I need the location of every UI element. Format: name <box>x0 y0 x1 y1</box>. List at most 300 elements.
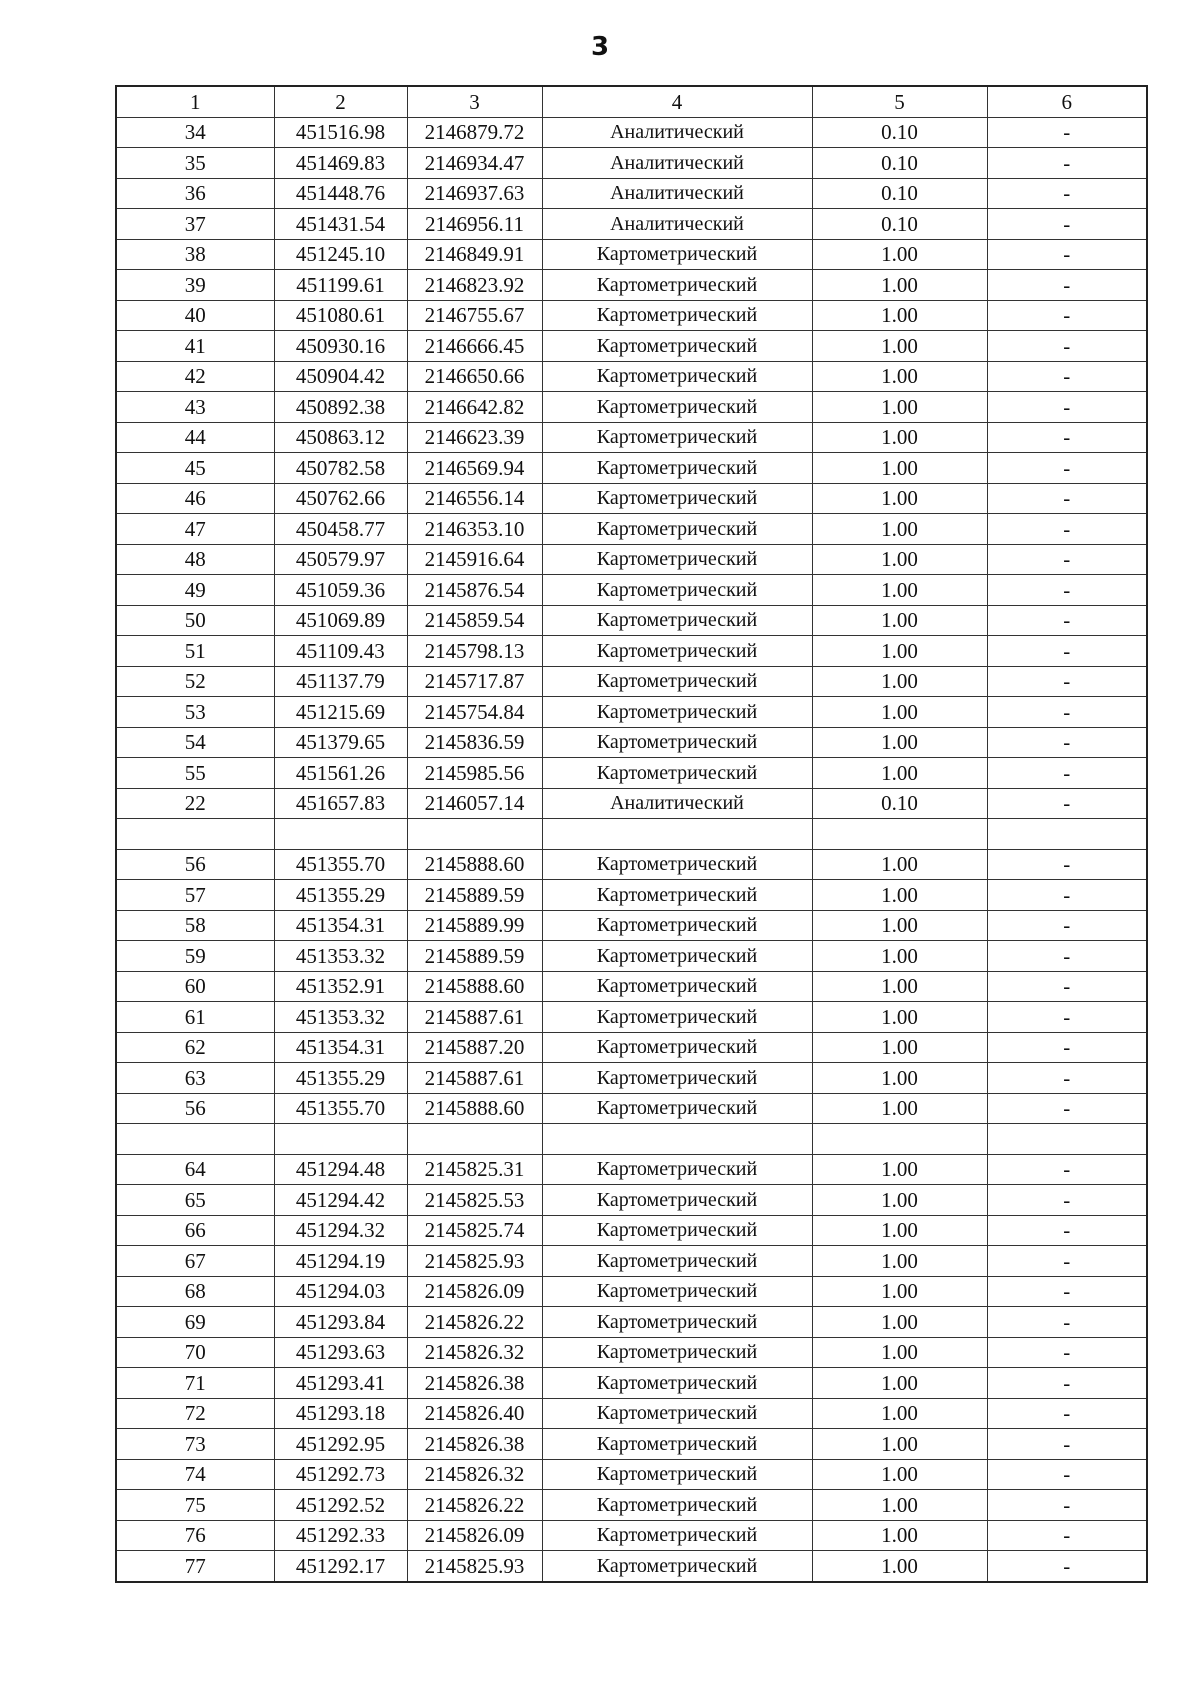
accuracy-cell: 1.00 <box>812 1307 987 1338</box>
method-cell: Аналитический <box>542 117 812 148</box>
x-coordinate-cell: 451294.19 <box>274 1246 407 1277</box>
method-cell: Картометрический <box>542 422 812 453</box>
x-coordinate-cell: 451293.84 <box>274 1307 407 1338</box>
y-coordinate-cell: 2145717.87 <box>407 666 542 697</box>
point-number-cell: 46 <box>116 483 274 514</box>
note-cell: - <box>987 788 1147 819</box>
x-coordinate-cell: 451137.79 <box>274 666 407 697</box>
table-row <box>116 910 1147 941</box>
point-number-cell: 69 <box>116 1307 274 1338</box>
x-coordinate-cell: 451293.63 <box>274 1337 407 1368</box>
table-row <box>116 1246 1147 1277</box>
method-cell: Картометрический <box>542 331 812 362</box>
header-cell: 6 <box>987 86 1147 117</box>
table-row <box>116 270 1147 301</box>
y-coordinate-cell: 2145876.54 <box>407 575 542 606</box>
y-coordinate-cell: 2146650.66 <box>407 361 542 392</box>
x-coordinate-cell: 451352.91 <box>274 971 407 1002</box>
point-number-cell: 73 <box>116 1429 274 1460</box>
accuracy-cell: 1.00 <box>812 697 987 728</box>
point-number-cell: 40 <box>116 300 274 331</box>
note-cell: - <box>987 727 1147 758</box>
point-number-cell: 39 <box>116 270 274 301</box>
note-cell: - <box>987 514 1147 545</box>
table-row <box>116 727 1147 758</box>
point-number-cell: 64 <box>116 1154 274 1185</box>
y-coordinate-cell: 2145826.38 <box>407 1368 542 1399</box>
point-number-cell: 68 <box>116 1276 274 1307</box>
x-coordinate-cell: 451292.33 <box>274 1520 407 1551</box>
method-cell: Картометрический <box>542 605 812 636</box>
method-cell: Картометрический <box>542 636 812 667</box>
accuracy-cell: 1.00 <box>812 1093 987 1124</box>
x-coordinate-cell: 450762.66 <box>274 483 407 514</box>
point-number-cell: 36 <box>116 178 274 209</box>
method-cell: Аналитический <box>542 788 812 819</box>
method-cell: Картометрический <box>542 910 812 941</box>
page-number: 3 <box>590 32 610 62</box>
note-cell: - <box>987 941 1147 972</box>
accuracy-cell <box>812 1124 987 1155</box>
table-row <box>116 148 1147 179</box>
point-number-cell: 42 <box>116 361 274 392</box>
point-number-cell: 61 <box>116 1002 274 1033</box>
note-cell <box>987 1124 1147 1155</box>
x-coordinate-cell: 451353.32 <box>274 941 407 972</box>
table-row <box>116 1002 1147 1033</box>
x-coordinate-cell <box>274 819 407 850</box>
point-number-cell: 51 <box>116 636 274 667</box>
accuracy-cell: 1.00 <box>812 239 987 270</box>
point-number-cell: 44 <box>116 422 274 453</box>
coordinates-table <box>115 85 1148 1583</box>
y-coordinate-cell: 2145826.09 <box>407 1520 542 1551</box>
x-coordinate-cell: 451215.69 <box>274 697 407 728</box>
method-cell: Картометрический <box>542 1002 812 1033</box>
y-coordinate-cell: 2145888.60 <box>407 1093 542 1124</box>
note-cell: - <box>987 1398 1147 1429</box>
point-number-cell: 72 <box>116 1398 274 1429</box>
y-coordinate-cell <box>407 819 542 850</box>
accuracy-cell: 1.00 <box>812 1276 987 1307</box>
note-cell: - <box>987 1276 1147 1307</box>
note-cell: - <box>987 1368 1147 1399</box>
point-number-cell: 60 <box>116 971 274 1002</box>
y-coordinate-cell: 2145859.54 <box>407 605 542 636</box>
table-row <box>116 117 1147 148</box>
table-body <box>116 117 1147 1582</box>
accuracy-cell: 1.00 <box>812 392 987 423</box>
point-number-cell: 54 <box>116 727 274 758</box>
method-cell: Картометрический <box>542 1093 812 1124</box>
table-row <box>116 1124 1147 1155</box>
method-cell: Картометрический <box>542 1307 812 1338</box>
accuracy-cell: 1.00 <box>812 300 987 331</box>
point-number-cell: 67 <box>116 1246 274 1277</box>
x-coordinate-cell: 451293.18 <box>274 1398 407 1429</box>
note-cell: - <box>987 1002 1147 1033</box>
point-number-cell: 74 <box>116 1459 274 1490</box>
accuracy-cell: 1.00 <box>812 1551 987 1582</box>
x-coordinate-cell: 450892.38 <box>274 392 407 423</box>
accuracy-cell: 1.00 <box>812 849 987 880</box>
note-cell: - <box>987 666 1147 697</box>
method-cell: Аналитический <box>542 148 812 179</box>
y-coordinate-cell: 2145826.40 <box>407 1398 542 1429</box>
method-cell: Картометрический <box>542 392 812 423</box>
table-row <box>116 605 1147 636</box>
table-row <box>116 300 1147 331</box>
accuracy-cell: 1.00 <box>812 941 987 972</box>
table-row <box>116 392 1147 423</box>
y-coordinate-cell: 2145887.61 <box>407 1002 542 1033</box>
x-coordinate-cell: 451199.61 <box>274 270 407 301</box>
method-cell: Картометрический <box>542 849 812 880</box>
y-coordinate-cell: 2145826.32 <box>407 1459 542 1490</box>
note-cell: - <box>987 1307 1147 1338</box>
method-cell: Картометрический <box>542 1520 812 1551</box>
y-coordinate-cell: 2145825.93 <box>407 1551 542 1582</box>
y-coordinate-cell: 2145826.22 <box>407 1307 542 1338</box>
x-coordinate-cell: 451355.70 <box>274 1093 407 1124</box>
table-row <box>116 1337 1147 1368</box>
y-coordinate-cell: 2145825.74 <box>407 1215 542 1246</box>
point-number-cell: 76 <box>116 1520 274 1551</box>
accuracy-cell: 1.00 <box>812 361 987 392</box>
accuracy-cell: 1.00 <box>812 1429 987 1460</box>
method-cell: Картометрический <box>542 1398 812 1429</box>
x-coordinate-cell: 451294.42 <box>274 1185 407 1216</box>
y-coordinate-cell: 2145887.20 <box>407 1032 542 1063</box>
accuracy-cell: 1.00 <box>812 544 987 575</box>
method-cell: Картометрический <box>542 697 812 728</box>
note-cell: - <box>987 1063 1147 1094</box>
method-cell: Картометрический <box>542 1368 812 1399</box>
table-row <box>116 758 1147 789</box>
note-cell: - <box>987 148 1147 179</box>
y-coordinate-cell: 2146937.63 <box>407 178 542 209</box>
table-row <box>116 1551 1147 1582</box>
y-coordinate-cell: 2146569.94 <box>407 453 542 484</box>
table-row <box>116 788 1147 819</box>
table-row <box>116 1276 1147 1307</box>
table-row <box>116 1520 1147 1551</box>
method-cell: Картометрический <box>542 1215 812 1246</box>
y-coordinate-cell: 2145825.93 <box>407 1246 542 1277</box>
point-number-cell: 56 <box>116 1093 274 1124</box>
accuracy-cell: 1.00 <box>812 1337 987 1368</box>
y-coordinate-cell: 2145826.22 <box>407 1490 542 1521</box>
accuracy-cell: 1.00 <box>812 910 987 941</box>
point-number-cell: 70 <box>116 1337 274 1368</box>
x-coordinate-cell: 451353.32 <box>274 1002 407 1033</box>
y-coordinate-cell: 2146934.47 <box>407 148 542 179</box>
point-number-cell: 75 <box>116 1490 274 1521</box>
x-coordinate-cell: 451294.48 <box>274 1154 407 1185</box>
point-number-cell: 34 <box>116 117 274 148</box>
table-row <box>116 1459 1147 1490</box>
point-number-cell: 57 <box>116 880 274 911</box>
point-number-cell: 45 <box>116 453 274 484</box>
table-row <box>116 1185 1147 1216</box>
method-cell: Картометрический <box>542 758 812 789</box>
accuracy-cell: 1.00 <box>812 1185 987 1216</box>
x-coordinate-cell: 451080.61 <box>274 300 407 331</box>
table-row <box>116 666 1147 697</box>
note-cell: - <box>987 1459 1147 1490</box>
note-cell: - <box>987 605 1147 636</box>
method-cell: Картометрический <box>542 941 812 972</box>
method-cell: Аналитический <box>542 178 812 209</box>
note-cell: - <box>987 1490 1147 1521</box>
note-cell: - <box>987 1429 1147 1460</box>
header-cell: 2 <box>274 86 407 117</box>
y-coordinate-cell: 2146666.45 <box>407 331 542 362</box>
header-cell: 5 <box>812 86 987 117</box>
y-coordinate-cell: 2145826.38 <box>407 1429 542 1460</box>
table-row <box>116 544 1147 575</box>
point-number-cell: 55 <box>116 758 274 789</box>
point-number-cell: 53 <box>116 697 274 728</box>
point-number-cell: 50 <box>116 605 274 636</box>
accuracy-cell: 1.00 <box>812 422 987 453</box>
note-cell: - <box>987 1032 1147 1063</box>
note-cell: - <box>987 453 1147 484</box>
y-coordinate-cell: 2146353.10 <box>407 514 542 545</box>
point-number-cell: 22 <box>116 788 274 819</box>
method-cell: Картометрический <box>542 1154 812 1185</box>
x-coordinate-cell: 450930.16 <box>274 331 407 362</box>
y-coordinate-cell: 2146057.14 <box>407 788 542 819</box>
y-coordinate-cell: 2145754.84 <box>407 697 542 728</box>
note-cell: - <box>987 483 1147 514</box>
point-number-cell: 66 <box>116 1215 274 1246</box>
table-row <box>116 1368 1147 1399</box>
accuracy-cell: 1.00 <box>812 453 987 484</box>
y-coordinate-cell: 2146823.92 <box>407 270 542 301</box>
table-row <box>116 361 1147 392</box>
y-coordinate-cell: 2145825.53 <box>407 1185 542 1216</box>
method-cell: Картометрический <box>542 239 812 270</box>
accuracy-cell: 1.00 <box>812 514 987 545</box>
note-cell: - <box>987 117 1147 148</box>
note-cell: - <box>987 636 1147 667</box>
method-cell <box>542 819 812 850</box>
x-coordinate-cell: 450904.42 <box>274 361 407 392</box>
y-coordinate-cell: 2146623.39 <box>407 422 542 453</box>
x-coordinate-cell: 451469.83 <box>274 148 407 179</box>
table-row <box>116 1032 1147 1063</box>
x-coordinate-cell: 450863.12 <box>274 422 407 453</box>
note-cell: - <box>987 910 1147 941</box>
method-cell <box>542 1124 812 1155</box>
note-cell: - <box>987 1154 1147 1185</box>
method-cell: Картометрический <box>542 575 812 606</box>
note-cell: - <box>987 1520 1147 1551</box>
table-row <box>116 941 1147 972</box>
note-cell: - <box>987 1246 1147 1277</box>
y-coordinate-cell: 2145889.59 <box>407 880 542 911</box>
table-row <box>116 422 1147 453</box>
method-cell: Картометрический <box>542 361 812 392</box>
table-row <box>116 819 1147 850</box>
table-row <box>116 1154 1147 1185</box>
note-cell: - <box>987 422 1147 453</box>
accuracy-cell: 1.00 <box>812 1459 987 1490</box>
table-row <box>116 209 1147 240</box>
accuracy-cell: 1.00 <box>812 880 987 911</box>
note-cell: - <box>987 178 1147 209</box>
x-coordinate-cell: 451245.10 <box>274 239 407 270</box>
header-cell: 4 <box>542 86 812 117</box>
point-number-cell: 47 <box>116 514 274 545</box>
x-coordinate-cell: 451354.31 <box>274 910 407 941</box>
x-coordinate-cell: 450579.97 <box>274 544 407 575</box>
y-coordinate-cell: 2146849.91 <box>407 239 542 270</box>
table-row <box>116 483 1147 514</box>
point-number-cell: 52 <box>116 666 274 697</box>
x-coordinate-cell: 451355.29 <box>274 1063 407 1094</box>
y-coordinate-cell: 2146556.14 <box>407 483 542 514</box>
note-cell: - <box>987 544 1147 575</box>
accuracy-cell: 1.00 <box>812 1063 987 1094</box>
point-number-cell <box>116 1124 274 1155</box>
point-number-cell: 63 <box>116 1063 274 1094</box>
accuracy-cell: 1.00 <box>812 727 987 758</box>
note-cell: - <box>987 849 1147 880</box>
note-cell: - <box>987 880 1147 911</box>
y-coordinate-cell: 2145916.64 <box>407 544 542 575</box>
table-row <box>116 331 1147 362</box>
header-cell: 3 <box>407 86 542 117</box>
method-cell: Аналитический <box>542 209 812 240</box>
x-coordinate-cell: 451292.52 <box>274 1490 407 1521</box>
header-cell: 1 <box>116 86 274 117</box>
point-number-cell: 48 <box>116 544 274 575</box>
table-row <box>116 1398 1147 1429</box>
note-cell: - <box>987 758 1147 789</box>
note-cell: - <box>987 1185 1147 1216</box>
x-coordinate-cell: 451069.89 <box>274 605 407 636</box>
x-coordinate-cell <box>274 1124 407 1155</box>
y-coordinate-cell: 2145888.60 <box>407 849 542 880</box>
point-number-cell: 77 <box>116 1551 274 1582</box>
method-cell: Картометрический <box>542 1276 812 1307</box>
x-coordinate-cell: 451354.31 <box>274 1032 407 1063</box>
header-row <box>116 86 1147 117</box>
note-cell: - <box>987 1215 1147 1246</box>
method-cell: Картометрический <box>542 300 812 331</box>
point-number-cell: 65 <box>116 1185 274 1216</box>
x-coordinate-cell: 451292.73 <box>274 1459 407 1490</box>
method-cell: Картометрический <box>542 666 812 697</box>
x-coordinate-cell: 451561.26 <box>274 758 407 789</box>
note-cell: - <box>987 1337 1147 1368</box>
table-row <box>116 1093 1147 1124</box>
accuracy-cell: 1.00 <box>812 758 987 789</box>
method-cell: Картометрический <box>542 880 812 911</box>
method-cell: Картометрический <box>542 544 812 575</box>
table-row <box>116 971 1147 1002</box>
accuracy-cell: 1.00 <box>812 1246 987 1277</box>
x-coordinate-cell: 450782.58 <box>274 453 407 484</box>
note-cell: - <box>987 392 1147 423</box>
method-cell: Картометрический <box>542 1063 812 1094</box>
accuracy-cell: 1.00 <box>812 1154 987 1185</box>
table-row <box>116 1429 1147 1460</box>
y-coordinate-cell: 2145825.31 <box>407 1154 542 1185</box>
x-coordinate-cell: 451379.65 <box>274 727 407 758</box>
table-row <box>116 1490 1147 1521</box>
accuracy-cell: 1.00 <box>812 666 987 697</box>
y-coordinate-cell: 2145889.59 <box>407 941 542 972</box>
x-coordinate-cell: 451292.95 <box>274 1429 407 1460</box>
point-number-cell: 58 <box>116 910 274 941</box>
x-coordinate-cell: 451059.36 <box>274 575 407 606</box>
method-cell: Картометрический <box>542 1032 812 1063</box>
method-cell: Картометрический <box>542 1246 812 1277</box>
x-coordinate-cell: 451355.29 <box>274 880 407 911</box>
accuracy-cell: 0.10 <box>812 148 987 179</box>
x-coordinate-cell: 451294.03 <box>274 1276 407 1307</box>
y-coordinate-cell: 2146879.72 <box>407 117 542 148</box>
point-number-cell: 59 <box>116 941 274 972</box>
note-cell: - <box>987 331 1147 362</box>
point-number-cell: 56 <box>116 849 274 880</box>
note-cell: - <box>987 270 1147 301</box>
note-cell: - <box>987 1551 1147 1582</box>
accuracy-cell: 1.00 <box>812 331 987 362</box>
accuracy-cell: 1.00 <box>812 1490 987 1521</box>
note-cell: - <box>987 239 1147 270</box>
point-number-cell: 71 <box>116 1368 274 1399</box>
point-number-cell <box>116 819 274 850</box>
accuracy-cell: 1.00 <box>812 1398 987 1429</box>
y-coordinate-cell <box>407 1124 542 1155</box>
accuracy-cell: 1.00 <box>812 636 987 667</box>
method-cell: Картометрический <box>542 1185 812 1216</box>
method-cell: Картометрический <box>542 270 812 301</box>
x-coordinate-cell: 451355.70 <box>274 849 407 880</box>
accuracy-cell: 1.00 <box>812 971 987 1002</box>
x-coordinate-cell: 451293.41 <box>274 1368 407 1399</box>
y-coordinate-cell: 2146956.11 <box>407 209 542 240</box>
accuracy-cell: 0.10 <box>812 117 987 148</box>
point-number-cell: 49 <box>116 575 274 606</box>
x-coordinate-cell: 451431.54 <box>274 209 407 240</box>
note-cell: - <box>987 209 1147 240</box>
method-cell: Картометрический <box>542 1337 812 1368</box>
point-number-cell: 38 <box>116 239 274 270</box>
method-cell: Картометрический <box>542 1490 812 1521</box>
accuracy-cell: 1.00 <box>812 1215 987 1246</box>
accuracy-cell: 1.00 <box>812 605 987 636</box>
method-cell: Картометрический <box>542 1459 812 1490</box>
x-coordinate-cell: 451448.76 <box>274 178 407 209</box>
y-coordinate-cell: 2145798.13 <box>407 636 542 667</box>
method-cell: Картометрический <box>542 514 812 545</box>
accuracy-cell: 1.00 <box>812 1032 987 1063</box>
accuracy-cell: 1.00 <box>812 270 987 301</box>
y-coordinate-cell: 2145888.60 <box>407 971 542 1002</box>
note-cell: - <box>987 1093 1147 1124</box>
note-cell: - <box>987 361 1147 392</box>
x-coordinate-cell: 451109.43 <box>274 636 407 667</box>
method-cell: Картометрический <box>542 453 812 484</box>
table-row <box>116 1063 1147 1094</box>
table-row <box>116 1215 1147 1246</box>
note-cell: - <box>987 697 1147 728</box>
